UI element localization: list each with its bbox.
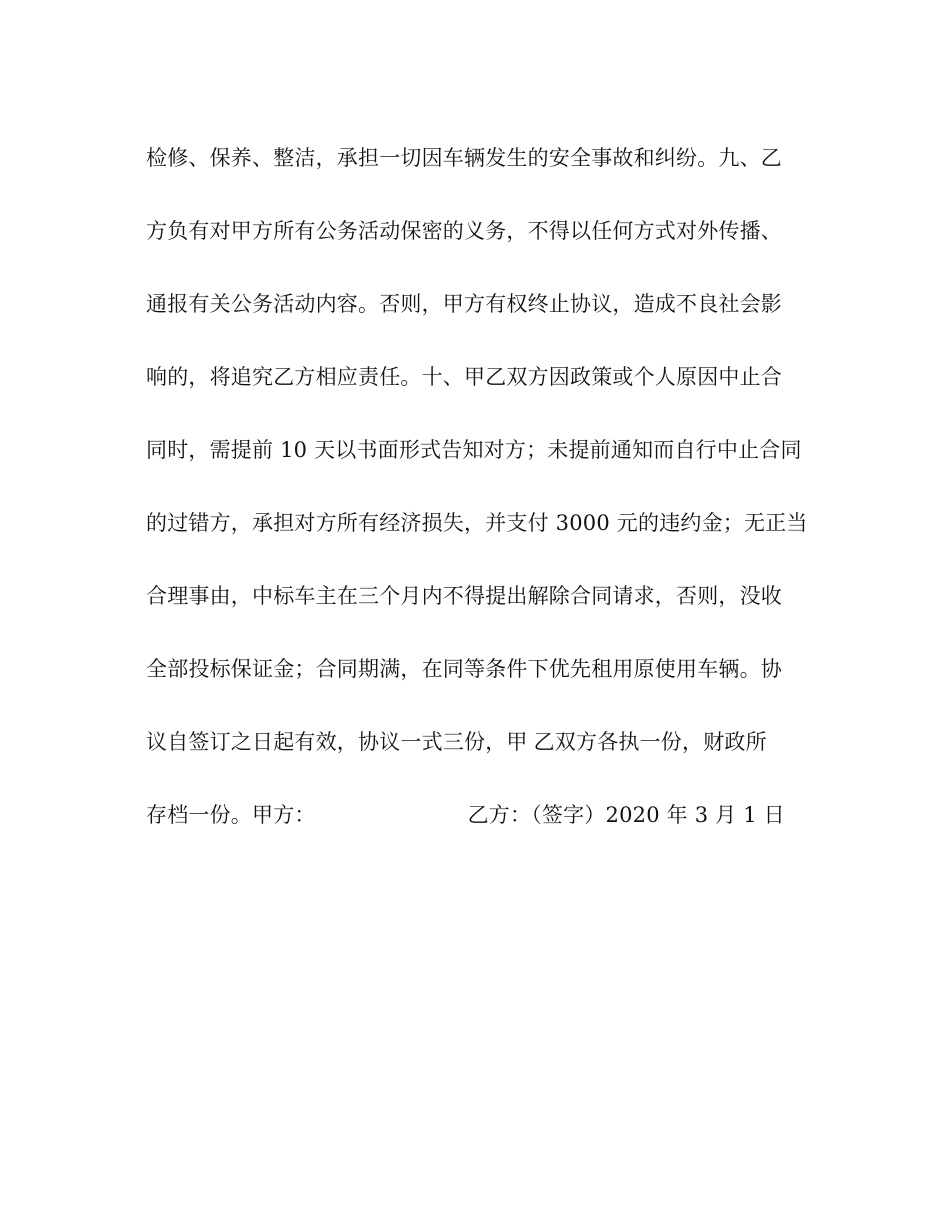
contract-text xyxy=(146,136,826,866)
text-segment: 议自签订之日起有效，协议一式三份，甲 xyxy=(146,730,528,754)
text-line: 全部投标保证金；合同期满，在同等条件下优先租用原使用车辆。协 xyxy=(146,657,782,681)
party-a-label: 存档一份。甲方： xyxy=(146,803,316,827)
text-line: 响的，将追究乙方相应责任。十、甲乙双方因政策或个人原因中止合 xyxy=(146,365,782,389)
text-line: 方负有对甲方所有公务活动保密的义务，不得以任何方式对外传播、 xyxy=(146,219,782,243)
text-segment: 乙双方各执一份，财政所 xyxy=(533,730,767,754)
text-line: 的过错方，承担对方所有经济损失，并支付 3000 元的违约金；无正当 xyxy=(146,511,808,535)
signature-line xyxy=(146,793,826,866)
text-line xyxy=(146,720,826,793)
text-line: 通报有关公务活动内容。否则，甲方有权终止协议，造成不良社会影 xyxy=(146,292,782,316)
text-line: 同时，需提前 10 天以书面形式告知对方；未提前通知而自行中止合同 xyxy=(146,438,802,462)
text-line: 检修、保养、整洁，承担一切因车辆发生的安全事故和纠纷。九、乙 xyxy=(146,146,782,170)
text-line: 合理事由，中标车主在三个月内不得提出解除合同请求，否则，没收 xyxy=(146,584,782,608)
party-b-signature-date: 乙方：（签字）2020 年 3 月 1 日 xyxy=(467,803,785,827)
